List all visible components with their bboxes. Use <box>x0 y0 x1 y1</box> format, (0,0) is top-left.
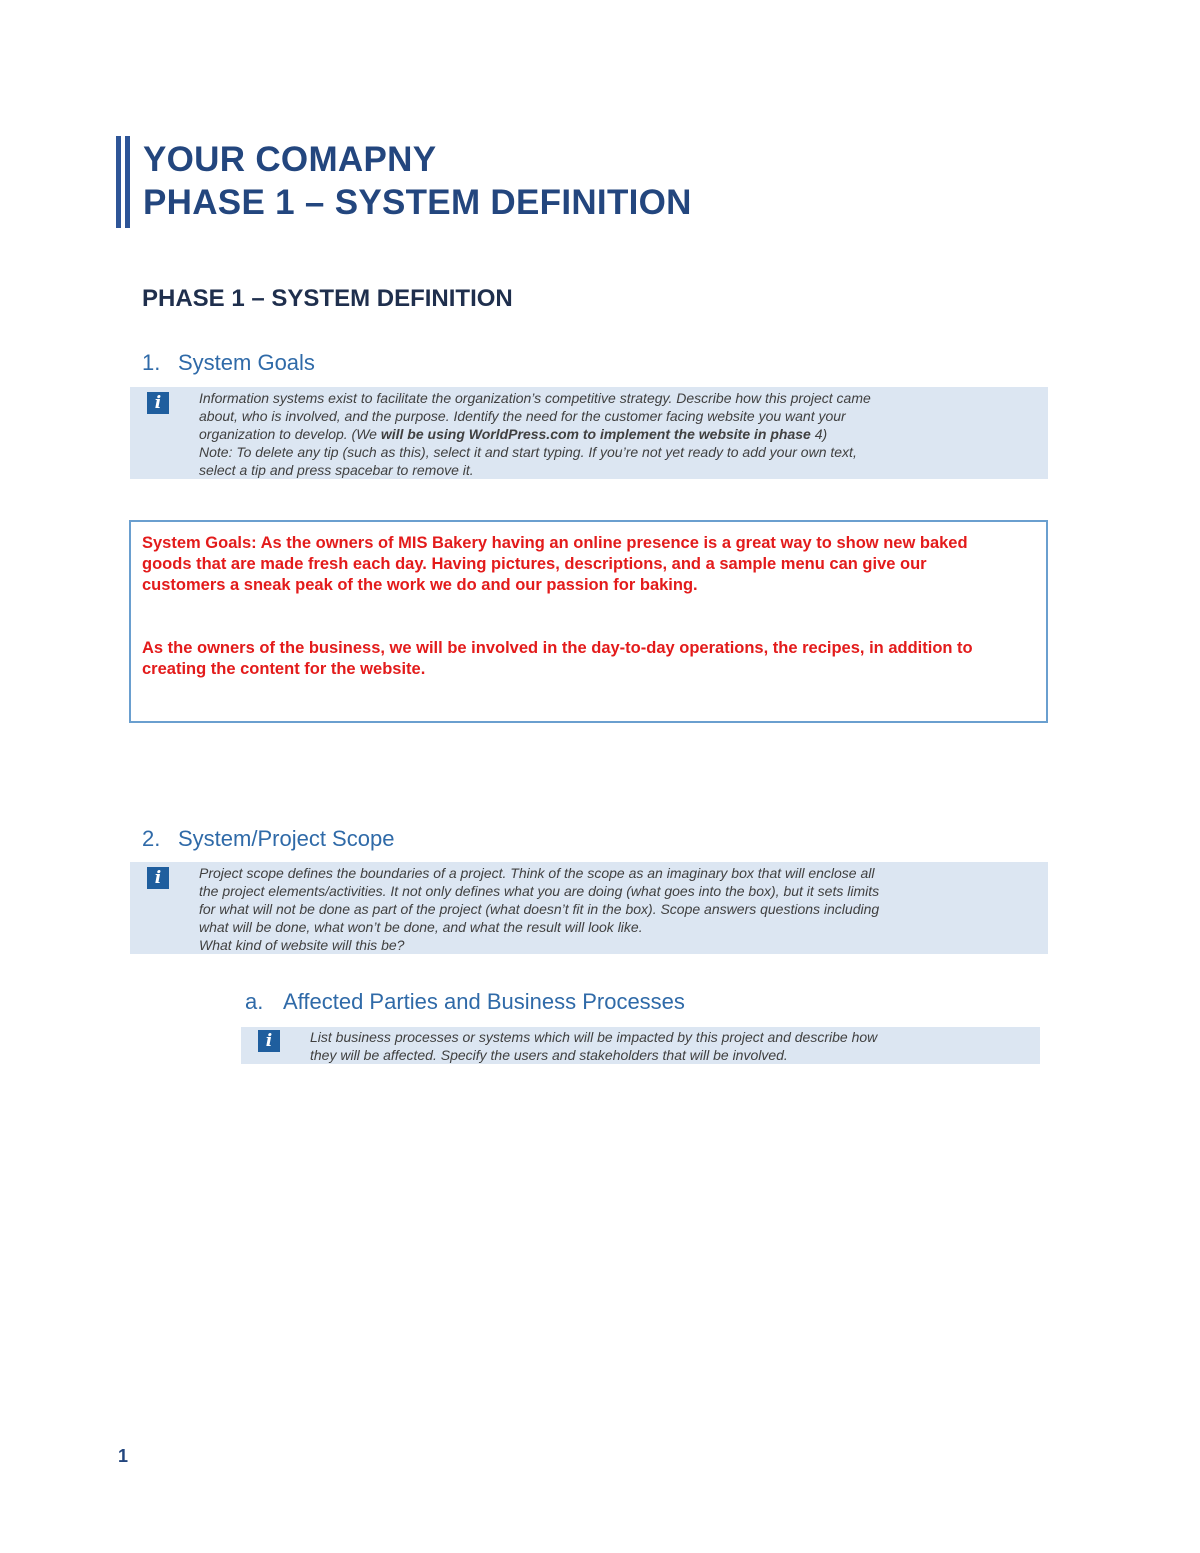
heading-number: 1. <box>142 350 161 375</box>
company-title: YOUR COMAPNY <box>143 140 437 179</box>
tip-text <box>310 1028 877 1064</box>
tip-text <box>199 864 879 954</box>
info-icon: i <box>258 1030 280 1052</box>
tip-box-affected-parties[interactable] <box>241 1027 1040 1064</box>
header-bar-left <box>116 136 121 228</box>
heading-project-scope <box>142 825 394 853</box>
tip-line: for what will not be done as part of the project (what doesn’t fit in the box). Scope answers questions including <box>199 901 880 917</box>
heading-letter: a. <box>245 989 264 1014</box>
tip-box-system-goals[interactable] <box>130 387 1048 479</box>
tip-line: List business processes or systems which will be impacted by this project and describe how <box>310 1029 878 1045</box>
answer-line: customers a sneak peak of the work we do and our passion for baking. <box>142 576 698 594</box>
heading-text: System Goals <box>178 350 315 375</box>
tip-line: Project scope defines the boundaries of a project. Think of the scope as an imaginary box that will enclose all <box>199 865 875 881</box>
section-title: PHASE 1 – SYSTEM DEFINITION <box>142 285 513 312</box>
header-bar-right <box>125 136 130 228</box>
tip-line: Note: To delete any tip (such as this), select it and start typing. If you’re not yet ready to add your own text, <box>199 444 857 460</box>
tip-line: the project elements/activities. It not only defines what you are doing (what goes into the box), but it sets limits <box>199 883 880 899</box>
tip-line: select a tip and press spacebar to remove it. <box>199 462 474 478</box>
heading-affected-parties <box>245 988 685 1016</box>
answer-paragraph-1 <box>142 533 968 596</box>
tip-box-project-scope[interactable] <box>130 862 1048 954</box>
tip-line: Information systems exist to facilitate the organization’s competitive strategy. Describe how this project came <box>199 390 871 406</box>
info-icon: i <box>147 867 169 889</box>
answer-line: System Goals: As the owners of MIS Bakery having an online presence is a great way to show new baked <box>142 534 968 552</box>
heading-number: 2. <box>142 826 161 851</box>
heading-text: Affected Parties and Business Processes <box>283 989 685 1014</box>
answer-box-system-goals[interactable] <box>129 520 1048 723</box>
phase-title: PHASE 1 – SYSTEM DEFINITION <box>143 183 692 222</box>
tip-line: about, who is involved, and the purpose. Identify the need for the customer facing website you want your <box>199 408 846 424</box>
answer-line: As the owners of the business, we will be involved in the day-to-day operations, the recipes, in addition to <box>142 639 973 657</box>
tip-text <box>199 389 871 479</box>
tip-line: what will be done, what won’t be done, and what the result will look like. <box>199 919 643 935</box>
tip-line <box>199 425 871 443</box>
tip-line: they will be affected. Specify the users and stakeholders that will be involved. <box>310 1047 788 1063</box>
answer-paragraph-2 <box>142 638 973 680</box>
tip-line-prefix: organization to develop. (We <box>199 426 381 442</box>
header-accent-bars <box>116 136 132 228</box>
answer-line: goods that are made fresh each day. Having pictures, descriptions, and a sample menu can give our <box>142 555 927 573</box>
heading-system-goals <box>142 349 315 377</box>
page-number: 1 <box>118 1446 129 1466</box>
tip-line: What kind of website will this be? <box>199 937 405 953</box>
tip-line-bold: will be using WorldPress.com to implement the website in phase <box>380 426 811 442</box>
answer-line: creating the content for the website. <box>142 660 426 678</box>
heading-text: System/Project Scope <box>178 826 395 851</box>
info-icon: i <box>147 392 169 414</box>
tip-line-suffix: 4) <box>810 426 828 442</box>
